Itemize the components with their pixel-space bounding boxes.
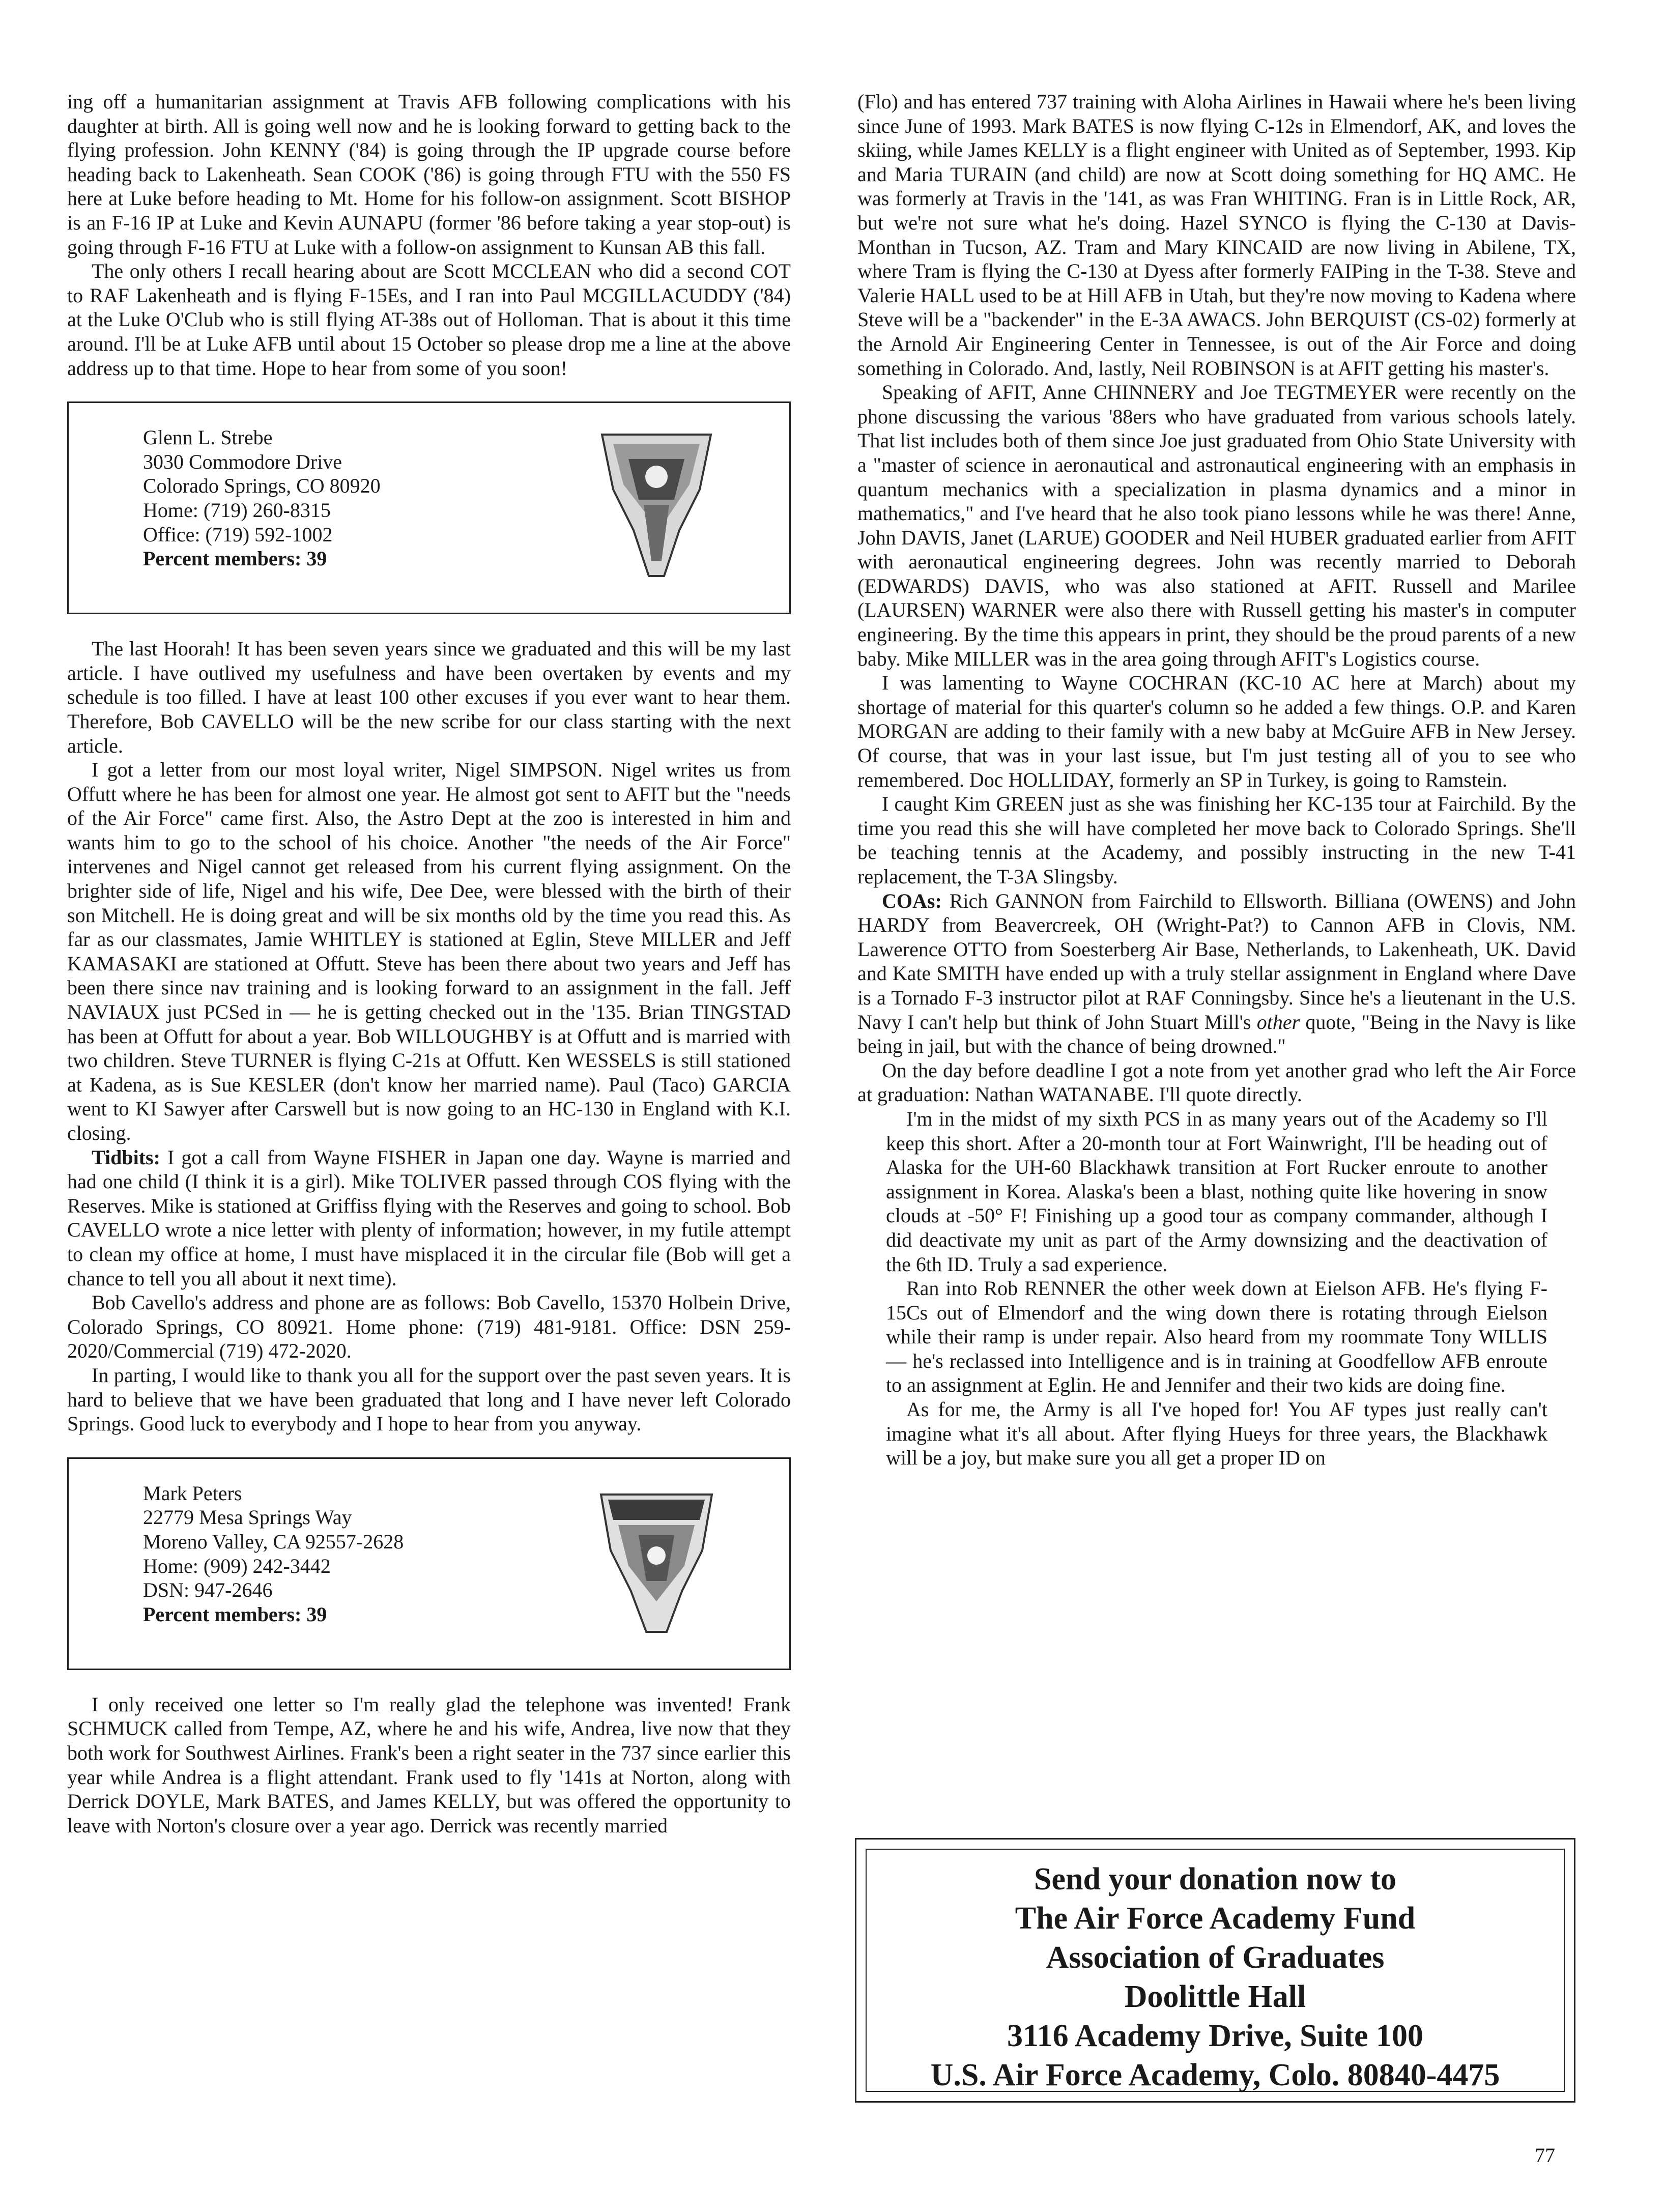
scribe-city: Colorado Springs, CO 80920 — [143, 474, 381, 498]
scribe-dsn-phone: DSN: 947-2646 — [143, 1578, 273, 1602]
article-paragraph: ing off a humanitarian assignment at Travis AFB following complications with his daughter at birth. All is going well now and he is looking forward to getting back to the flying profession. John KENNY ('84) is going through the IP upgrade course before heading back to Lakenheath. Sean COOK ('86) is going through FTU with the 550 FS here at Luke before heading to Mt. Home for his follow-on assignment. Scott BISHOP is an F-16 IP at Luke and Kevin AUNAPU (former '86 before taking a year stop-out) is going through F-16 FTU at Luke with a follow-on assignment to Kunsan AB this fall. — [67, 90, 791, 258]
class-crest-icon — [598, 1484, 715, 1637]
article-paragraph: I was lamenting to Wayne COCHRAN (KC-10 AC here at March) about my shortage of material for this quarter's column so he added a few things. O.P. and Karen MORGAN are adding to their family with a new baby at McGuire AFB in New Jersey. Of course, that was in your last issue, but I'm just testing all of you to see who remembered. Doc HOLLIDAY, formerly an SP in Turkey, is going to Ramstein. — [857, 671, 1576, 791]
class-scribe-address-box — [67, 1457, 791, 1670]
scribe-office-phone: Office: (719) 592-1002 — [143, 523, 333, 546]
donation-line: Send your donation now to — [1034, 1862, 1397, 1897]
donation-line: Association of Graduates — [1046, 1940, 1385, 1975]
coas-italic-word: other — [1256, 1010, 1300, 1033]
coas-text: Rich GANNON from Fairchild to Ellsworth. Billiana (OWENS) and John HARDY from Beavercreek, OH (Wright-Pat?) to Cannon AFB in Clovis, NM. Lawerence OTTO from Soesterberg Air Base, Netherlands, to Lakenheath, UK. David and Kate SMITH have ended up with a truly stellar assignment in England where Dave is a Tornado F-3 instructor pilot at RAF Conningsby. Since he's a lieutenant in the U.S. Navy I can't help but think of John Stuart Mill's — [857, 889, 1576, 1033]
article-paragraph: On the day before deadline I got a note from yet another grad who left the Air Force at graduation: Nathan WATANABE. I'll quote directly. — [857, 1058, 1576, 1106]
page-number: 77 — [1535, 2144, 1555, 2167]
address-lines — [143, 425, 381, 571]
percent-members: Percent members: 39 — [143, 1602, 327, 1626]
scribe-name: Mark Peters — [143, 1481, 242, 1505]
article-paragraph: Speaking of AFIT, Anne CHINNERY and Joe TEGTMEYER were recently on the phone discussing the various '88ers who have graduated from various schools lately. That list includes both of them since Joe just graduated from Ohio State University with a "master of science in aeronautical and astronautical engineering with an emphasis in quantum mechanics with a specialization in plasma dynamics and a minor in mathematics," and I've heard that he also took piano lessons while he was there! Anne, John DAVIS, Janet (LARUE) GOODER and Neil HUBER graduated earlier from AFIT with aeronautical engineering degrees. John was recently married to Deborah (EDWARDS) DAVIS, who was also stationed at AFIT. Russell and Marilee (LAURSEN) WARNER were also there with Russell getting his master's in computer engineering. By the time this appears in print, they should be the proud parents of a new baby. Mike MILLER was in the area going through AFIT's Logistics course. — [857, 381, 1576, 670]
article-paragraph: I only received one letter so I'm really glad the telephone was invented! Frank SCHMUCK called from Tempe, AZ, where he and his wife, Andrea, live now that they both work for Southwest Airlines. Frank's been a right seater in the 737 since earlier this year while Andrea is a flight attendant. Frank used to fly '141s at Norton, along with Derrick DOYLE, Mark BATES, and James KELLY, but was offered the opportunity to leave with Norton's closure over a year ago. Derrick was recently married — [67, 1692, 791, 1837]
quoted-letter-paragraph: Ran into Rob RENNER the other week down at Eielson AFB. He's flying F-15Cs out of Elmendorf and the wing down there is rotating through Eielson while their ramp is under repair. Also heard from my roommate Tony WILLIS — he's reclassed into Intelligence and is in training at Goodfellow AFB enroute to an assignment at Eglin. He and Jennifer and their two kids are doing fine. — [886, 1277, 1547, 1397]
donation-line: U.S. Air Force Academy, Colo. 80840-4475 — [930, 2058, 1500, 2092]
article-paragraph: I caught Kim GREEN just as she was finishing her KC-135 tour at Fairchild. By the time you read this she will have completed her move back to Colorado Springs. She'll be teaching tennis at the Academy, and possibly instructing in the new T-41 replacement, the T-3A Slingsby. — [857, 792, 1576, 888]
article-paragraph: The only others I recall hearing about are Scott MCCLEAN who did a second COT to RAF Lakenheath and is flying F-15Es, and I ran into Paul MCGILLACUDDY ('84) at the Luke O'Club who is still flying AT-38s out of Holloman. That is about it this time around. I'll be at Luke AFB until about 15 October so please drop me a line at the above address up to that time. Hope to hear from some of you soon! — [67, 260, 791, 380]
left-column — [67, 90, 791, 1837]
donation-advert-box — [855, 1838, 1575, 2103]
class-scribe-address-box — [67, 401, 791, 614]
scribe-home-phone: Home: (909) 242-3442 — [143, 1554, 331, 1577]
coas-label: COAs: — [882, 889, 942, 912]
donation-line: 3116 Academy Drive, Suite 100 — [1007, 2019, 1423, 2053]
article-paragraph: (Flo) and has entered 737 training with Aloha Airlines in Hawaii where he's been living since June of 1993. Mark BATES is now flying C-12s in Elmendorf, AK, and loves the skiing, while James KELLY is a flight engineer with United as of September, 1993. Kip and Maria TURAIN (and child) are now at Scott doing something for HQ AMC. He was formerly at Travis in the '141, as was Fran WHITING. Fran is in Little Rock, AR, but we're not sure what he's doing. Hazel SYNCO is flying the C-130 at Davis-Monthan in Tucson, AZ. Tram and Mary KINCAID are now living in Abilene, TX, where Tram is flying the C-130 at Dyess after formerly FAIPing in the T-38. Steve and Valerie HALL used to be at Hill AFB in Utah, but they're now moving to Kadena where Steve will be a "backender" in the E-3A AWACS. John BERQUIST (CS-02) formerly at the Arnold Air Engineering Center in Tennessee, is out of the Air Force and doing something in Colorado. And, lastly, Neil ROBINSON is at AFIT getting his master's. — [857, 90, 1576, 380]
right-column — [857, 90, 1576, 1470]
scribe-street: 3030 Commodore Drive — [143, 450, 342, 473]
scribe-street: 22779 Mesa Springs Way — [143, 1506, 352, 1529]
percent-members: Percent members: 39 — [143, 547, 327, 570]
article-paragraph: The last Hoorah! It has been seven years since we graduated and this will be my last article. I have outlived my usefulness and have been overtaken by events and my schedule is too filled. I have at least 100 other excuses if you ever want to hear them. Therefore, Bob CAVELLO will be the new scribe for our class starting with the next article. — [67, 637, 791, 757]
coas-text-end: quote, "Being in the Navy is like being in jail, but with the chance of being drowned." — [857, 1010, 1576, 1058]
address-lines — [143, 1481, 404, 1627]
coas-paragraph — [857, 889, 1576, 1058]
article-paragraph: In parting, I would like to thank you all for the support over the past seven years. It is hard to believe that we have been graduated that long and I have never left Colorado Springs. Good luck to everybody and I hope to hear from you anyway. — [67, 1363, 791, 1435]
class-crest-icon — [598, 428, 715, 581]
article-paragraph: Bob Cavello's address and phone are as follows: Bob Cavello, 15370 Holbein Drive, Colorado Springs, CO 80921. Home phone: (719) 481-9181. Office: DSN 259-2020/Commercial (719) 472-2020. — [67, 1291, 791, 1363]
scribe-home-phone: Home: (719) 260-8315 — [143, 498, 331, 522]
scribe-name: Glenn L. Strebe — [143, 426, 273, 449]
tidbits-label: Tidbits: — [92, 1145, 160, 1169]
scribe-city: Moreno Valley, CA 92557-2628 — [143, 1530, 404, 1553]
tidbits-paragraph — [67, 1145, 791, 1291]
quoted-letter-paragraph: As for me, the Army is all I've hoped for! You AF types just really can't imagine what it's all about. After flying Hueys for three years, the Blackhawk will be a joy, but make sure you all get a proper ID on — [886, 1398, 1547, 1470]
article-paragraph: I got a letter from our most loyal writer, Nigel SIMPSON. Nigel writes us from Offutt where he has been for almost one year. He almost got sent to AFIT but the "needs of the Air Force" came first. Also, the Astro Dept at the zoo is interested in him and wants him to go to the school of his choice. Another "the needs of the Air Force" intervenes and Nigel cannot get released from his current flying assignment. On the brighter side of life, Nigel and his wife, Dee Dee, were blessed with the birth of their son Mitchell. He is doing great and will be six months old by the time you read this. As far as our classmates, Jamie WHITLEY is stationed at Eglin, Steve MILLER and Jeff KAMASAKI are stationed at Offutt. Steve has been there about two years and Jeff has been there since nav training and is looking forward to an assignment in the fall. Jeff NAVIAUX just PCSed in — he is getting checked out in the '135. Brian TINGSTAD has been at Offutt for about a year. Bob WILLOUGHBY is at Offutt and is married with two children. Steve TURNER is flying C-21s at Offutt. Ken WESSELS is still stationed at Kadena, as is Sue KESLER (don't know her married name). Paul (Taco) GARCIA went to KI Sawyer after Carswell but is now going to an HC-130 in England with K.I. closing. — [67, 758, 791, 1144]
donation-advert-inner — [866, 1849, 1565, 2092]
tidbits-text: I got a call from Wayne FISHER in Japan one day. Wayne is married and had one child (I think it is a girl). Mike TOLIVER passed through COS flying with the Reserves. Mike is stationed at Griffiss flying with the Reserves and going to school. Bob CAVELLO wrote a nice letter with plenty of information; however, in my futile attempt to clean my office at home, I must have misplaced it in the circular file (Bob will get a chance to tell you all about it next time). — [67, 1145, 791, 1290]
donation-line: Doolittle Hall — [1124, 1979, 1306, 2014]
donation-line: The Air Force Academy Fund — [1015, 1901, 1416, 1936]
quoted-letter-paragraph: I'm in the midst of my sixth PCS in as many years out of the Academy so I'll keep this short. After a 20-month tour at Fort Wainwright, I'll be heading out of Alaska for the UH-60 Blackhawk transition at Fort Rucker enroute to another assignment in Korea. Alaska's been a blast, nothing quite like hovering in snow clouds at -50° F! Finishing up a good tour as company commander, although I did deactivate my unit as part of the Army downsizing and the deactivation of the 6th ID. Truly a sad experience. — [886, 1107, 1547, 1276]
